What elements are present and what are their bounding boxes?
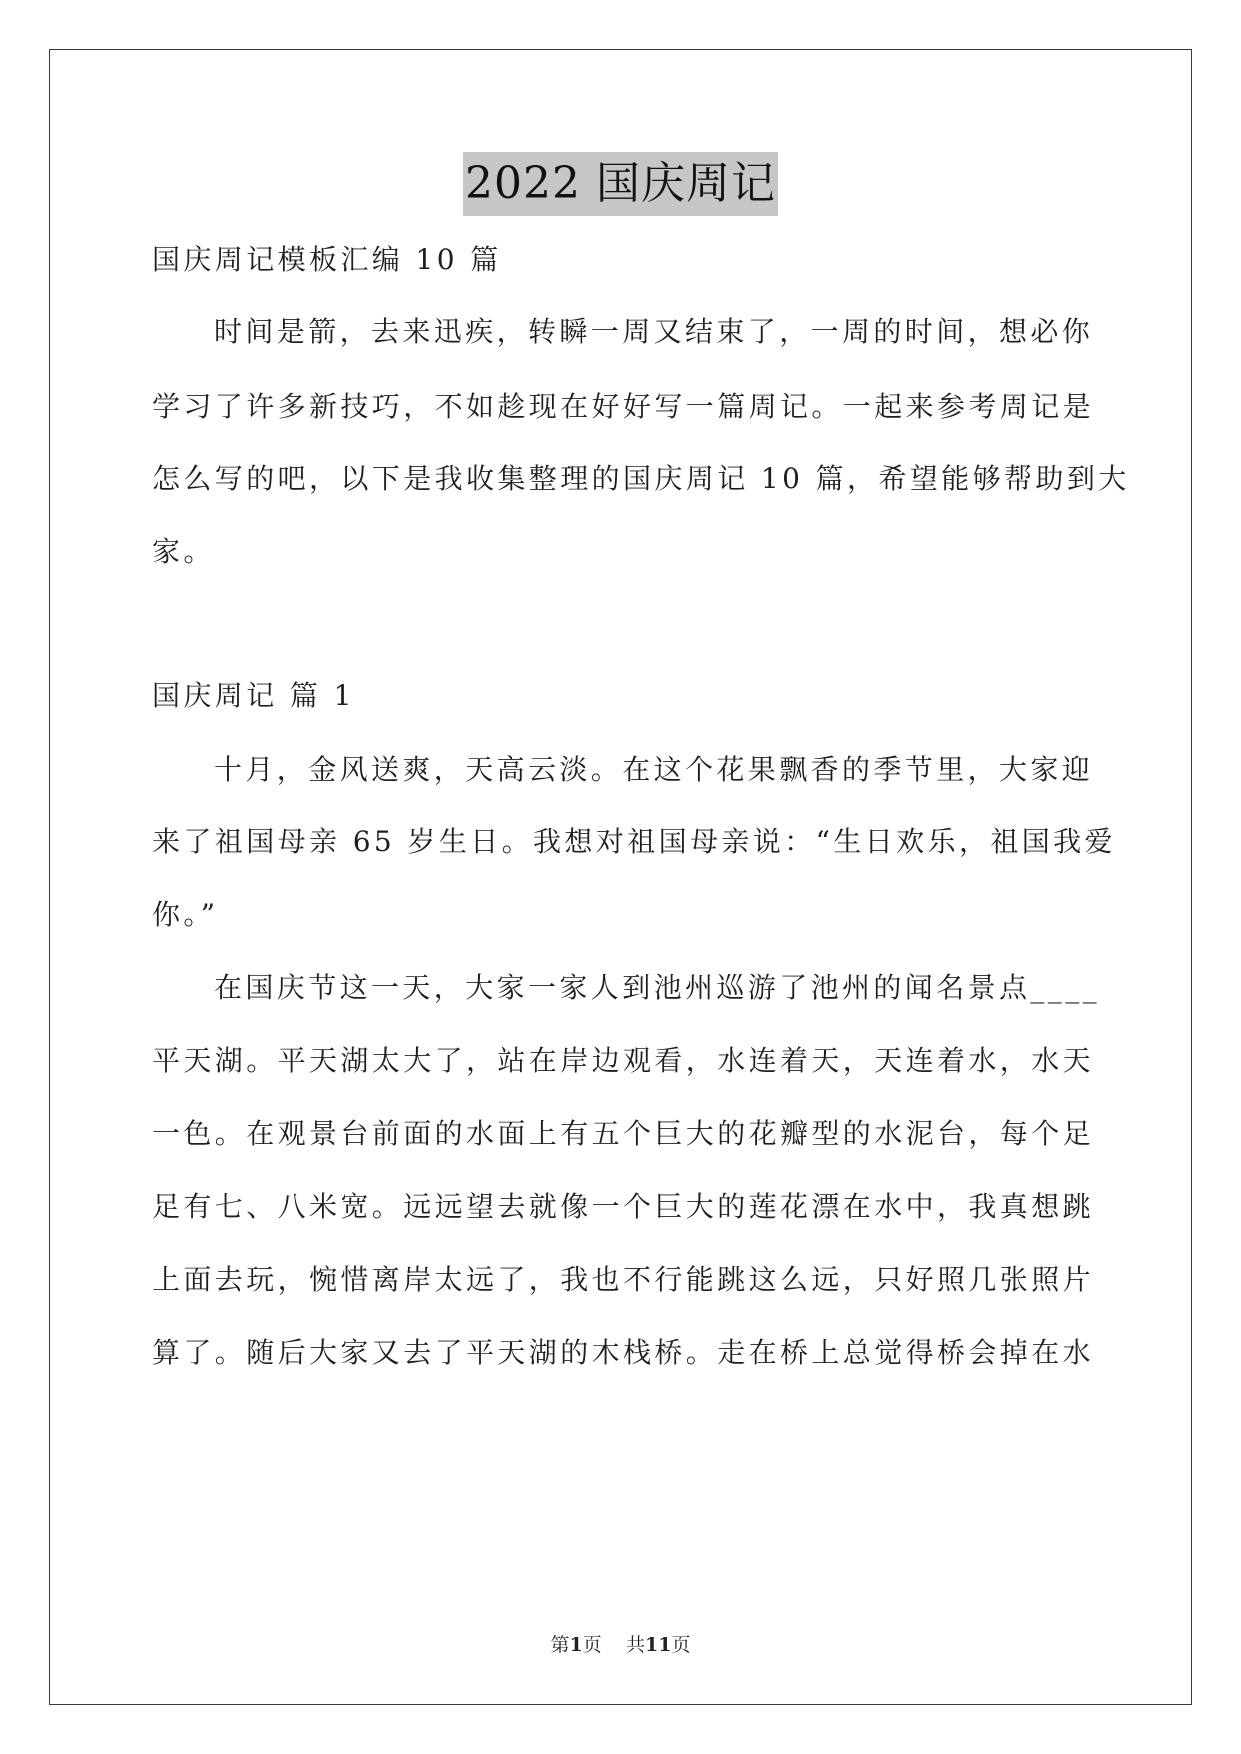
page-suffix: 页 — [582, 1634, 602, 1656]
document-subtitle: 国庆周记模板汇编 10 篇 — [152, 243, 502, 276]
paragraph-line: 平天湖。平天湖太大了，站在岸边观看，水连着天，天连着水，水天 — [152, 1044, 1095, 1077]
paragraph-line: 在国庆节这一天，大家一家人到池州巡游了池州的闻名景点____ — [214, 971, 1101, 1004]
paragraph-line: 上面去玩，惋惜离岸太远了，我也不行能跳这么远，只好照几张照片 — [152, 1263, 1095, 1296]
page-prefix: 第 — [550, 1634, 570, 1656]
total-suffix: 页 — [671, 1634, 691, 1656]
paragraph-line: 你。” — [152, 898, 219, 931]
section-heading: 国庆周记 篇 1 — [152, 679, 355, 712]
paragraph-line: 算了。随后大家又去了平天湖的木栈桥。走在桥上总觉得桥会掉在水 — [152, 1336, 1095, 1369]
title-container — [0, 152, 1241, 216]
page-border — [49, 49, 1192, 1705]
intro-line: 怎么写的吧，以下是我收集整理的国庆周记 10 篇，希望能够帮助到大 — [152, 462, 1130, 495]
page-number: 1 — [569, 1634, 583, 1656]
paragraph-line: 十月，金风送爽，天高云淡。在这个花果飘香的季节里，大家迎 — [214, 753, 1094, 786]
intro-line: 家。 — [152, 535, 215, 568]
paragraph-line: 一色。在观景台前面的水面上有五个巨大的花瓣型的水泥台，每个足 — [152, 1117, 1095, 1150]
page-footer — [0, 1630, 1241, 1657]
intro-line: 时间是箭，去来迅疾，转瞬一周又结束了，一周的时间，想必你 — [214, 315, 1094, 348]
intro-line: 学习了许多新技巧，不如趁现在好好写一篇周记。一起来参考周记是 — [152, 390, 1095, 423]
total-pages: 11 — [644, 1634, 672, 1656]
paragraph-line: 足有七、八米宽。远远望去就像一个巨大的莲花漂在水中，我真想跳 — [152, 1190, 1095, 1223]
paragraph-line: 来了祖国母亲 65 岁生日。我想对祖国母亲说：“生日欢乐，祖国我爱 — [152, 825, 1116, 858]
total-prefix: 共 — [625, 1634, 645, 1656]
document-title: 2022 国庆周记 — [463, 152, 778, 216]
